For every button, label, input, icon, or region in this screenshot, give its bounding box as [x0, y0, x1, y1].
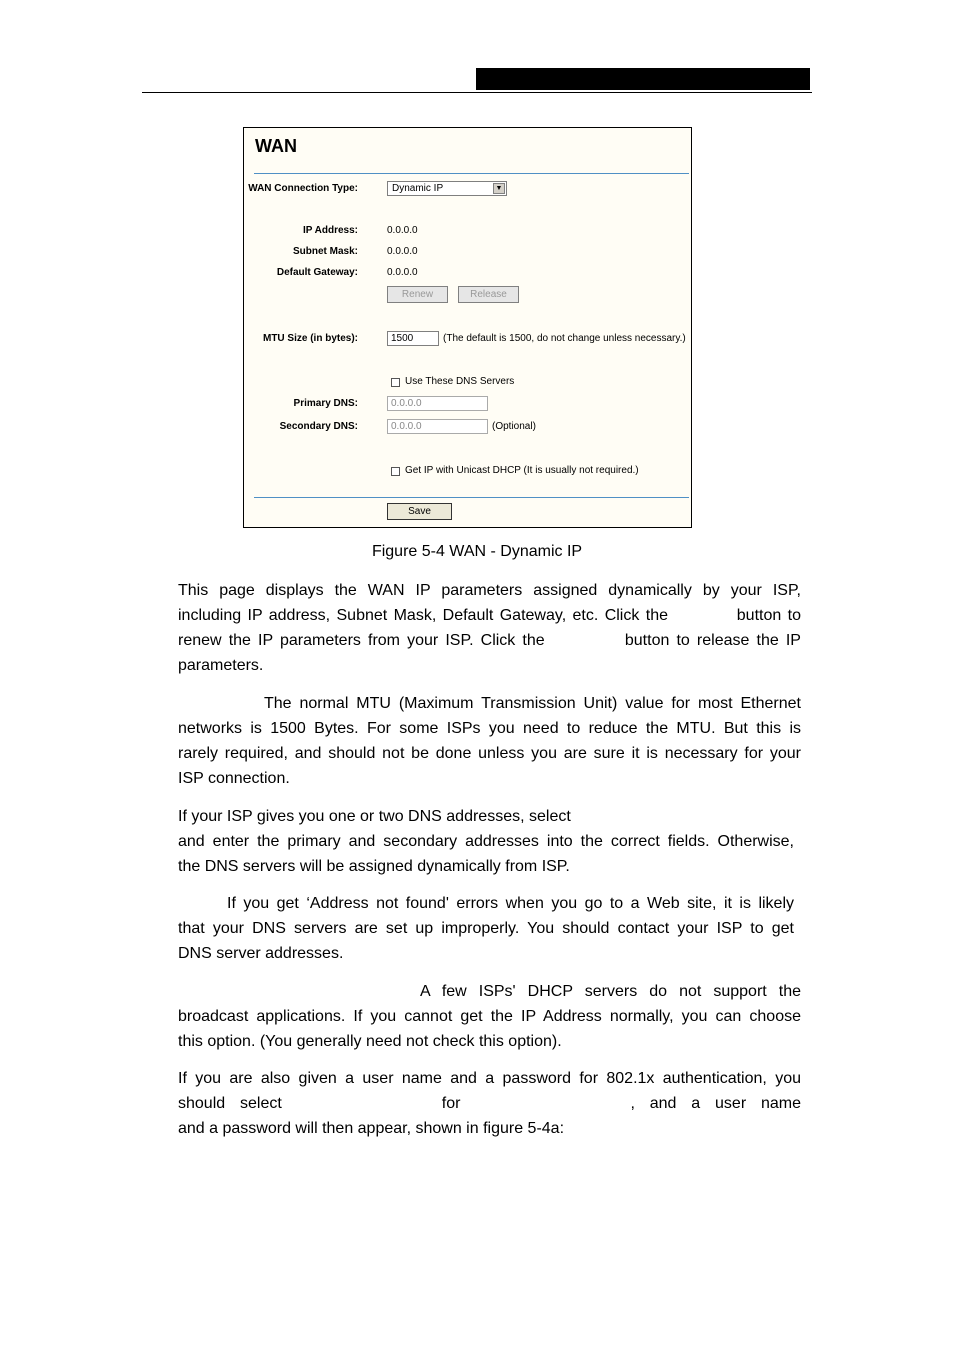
- p1-line-4: parameters.: [178, 657, 264, 674]
- mtu-size-label: MTU Size (in bytes):: [262, 333, 358, 344]
- use-dns-checkbox[interactable]: [391, 378, 400, 387]
- connection-type-label: WAN Connection Type:: [248, 183, 358, 194]
- default-gateway-label: Default Gateway:: [276, 267, 358, 278]
- subnet-mask-value: 0.0.0.0: [387, 246, 418, 257]
- ip-address-label: IP Address:: [302, 225, 358, 236]
- p6-line-2b: for: [441, 1095, 461, 1112]
- p5-line-3: this option. (You generally need not check this option).: [178, 1033, 562, 1050]
- p1-line-3: [178, 628, 801, 653]
- mtu-note: (The default is 1500, do not change unless necessary.): [443, 333, 686, 344]
- p2-line-1: The normal MTU (Maximum Transmission Unit) value for most Ethernet: [264, 695, 801, 712]
- unicast-dhcp-label: Get IP with Unicast DHCP (It is usually not required.): [405, 465, 639, 476]
- p6-line-2a: should select: [178, 1095, 282, 1112]
- connection-type-select[interactable]: [387, 181, 507, 196]
- p4-line-3: DNS server addresses.: [178, 945, 344, 962]
- p3-line-2: and enter the primary and secondary addresses into the correct fields. Otherwise,: [178, 833, 794, 850]
- p1-line-2: [178, 603, 801, 628]
- p2-line-3: rarely required, and should not be done unless you are sure it is necessary for your: [178, 745, 801, 762]
- ip-address-value: 0.0.0.0: [387, 225, 418, 236]
- primary-dns-label: Primary DNS:: [293, 398, 358, 409]
- paragraph-8021x: [178, 1066, 801, 1141]
- wan-title: WAN: [255, 136, 297, 156]
- subnet-mask-label: Subnet Mask:: [292, 246, 358, 257]
- wan-screenshot-figure: [243, 127, 692, 528]
- paragraph-unicast: [178, 979, 801, 1054]
- save-button[interactable]: Save: [387, 503, 452, 520]
- p4-line-2: that your DNS servers are set up improperly. You should contact your ISP to get: [178, 920, 794, 937]
- p3-line-3: the DNS servers will be assigned dynamically from ISP.: [178, 858, 570, 875]
- footer-divider: [254, 497, 689, 498]
- p5-line-1: A few ISPs' DHCP servers do not support the: [420, 983, 801, 1000]
- secondary-dns-input[interactable]: 0.0.0.0: [387, 419, 488, 434]
- p6-line-1: If you are also given a user name and a password for 802.1x authentication, you: [178, 1070, 801, 1087]
- paragraph-dynamic-ip: [178, 578, 801, 678]
- use-dns-label: Use These DNS Servers: [405, 376, 515, 387]
- p1-line-2b: button to: [736, 607, 801, 624]
- p2-line-4: ISP connection.: [178, 770, 290, 787]
- p1-line-3b: button to release the IP: [624, 632, 801, 649]
- p3-line-1: If your ISP gives you one or two DNS addresses, select: [178, 808, 571, 825]
- header-rule: [142, 92, 812, 93]
- dropdown-arrow-icon[interactable]: ▼: [493, 183, 505, 194]
- secondary-dns-label: Secondary DNS:: [279, 421, 358, 432]
- p1-line-2a: including IP address, Subnet Mask, Default Gateway, etc. Click the: [178, 607, 668, 624]
- paragraph-mtu: [178, 691, 801, 791]
- connection-type-value: Dynamic IP: [392, 183, 444, 194]
- p1-line-3a: renew the IP parameters from your ISP. Click the: [178, 632, 545, 649]
- default-gateway-value: 0.0.0.0: [387, 267, 418, 278]
- mtu-size-input[interactable]: 1500: [387, 331, 439, 346]
- p6-line-2: [178, 1091, 801, 1116]
- header-bar: [476, 68, 810, 90]
- optional-note: (Optional): [492, 421, 536, 432]
- release-button[interactable]: Release: [458, 286, 519, 303]
- p1-line-1: This page displays the WAN IP parameters assigned dynamically by your ISP,: [178, 582, 801, 599]
- title-divider: [254, 173, 689, 174]
- p6-line-3: and a password will then appear, shown in figure 5-4a:: [178, 1120, 565, 1137]
- p4-line-1: If you get ‘Address not found' errors when you go to a Web site, it is likely: [227, 895, 794, 912]
- paragraph-dns-note: [178, 891, 794, 966]
- renew-button[interactable]: Renew: [387, 286, 448, 303]
- p5-line-2: broadcast applications. If you cannot get the IP Address normally, you can choose: [178, 1008, 801, 1025]
- p6-line-2c: , and a user name: [630, 1095, 802, 1112]
- paragraph-dns: [178, 804, 794, 879]
- primary-dns-input[interactable]: 0.0.0.0: [387, 396, 488, 411]
- p2-line-2: networks is 1500 Bytes. For some ISPs you need to reduce the MTU. But this is: [178, 720, 801, 737]
- unicast-dhcp-checkbox[interactable]: [391, 467, 400, 476]
- figure-caption: Figure 5-4 WAN - Dynamic IP: [371, 543, 583, 560]
